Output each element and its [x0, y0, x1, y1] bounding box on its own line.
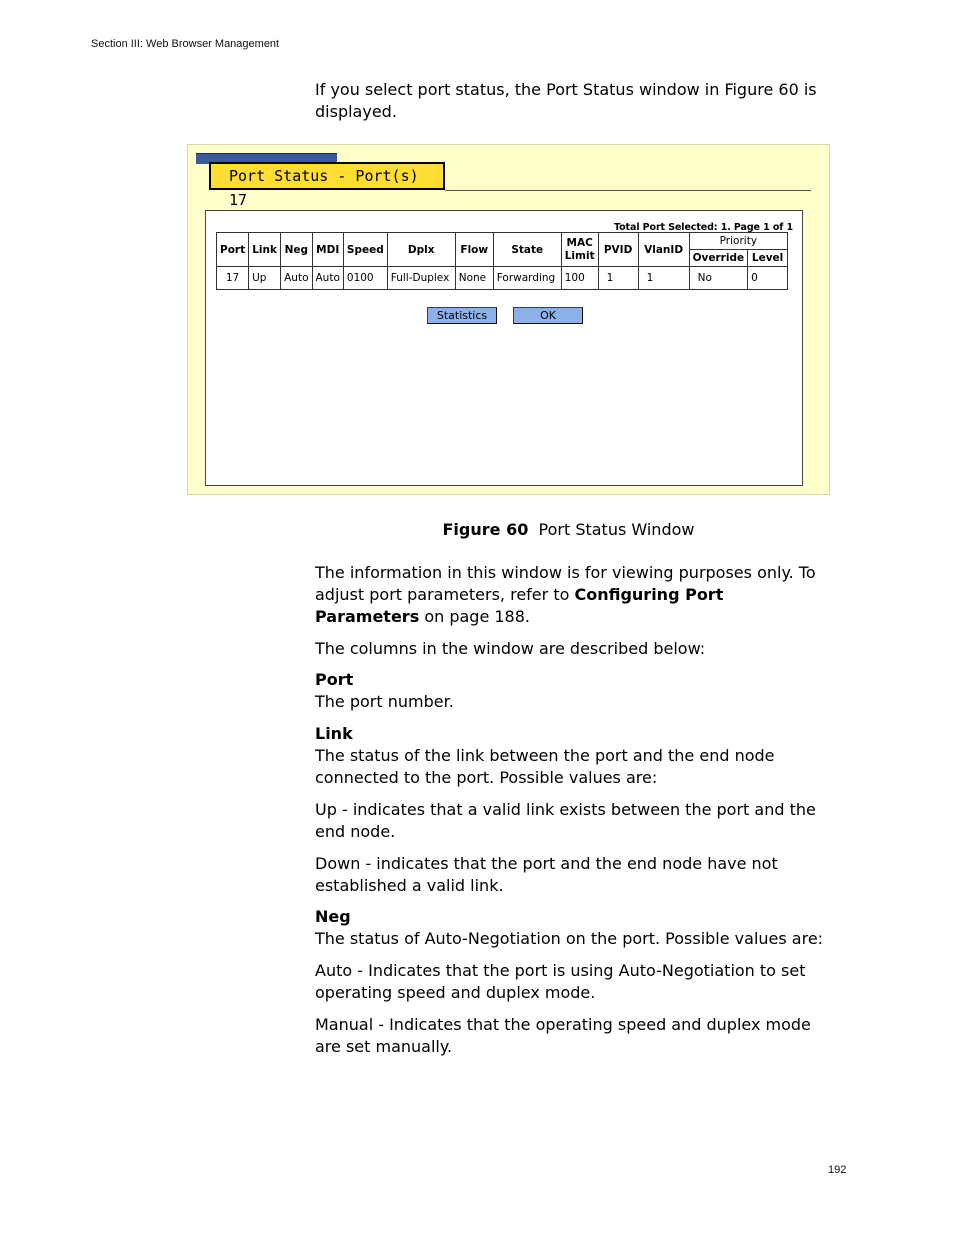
cell-mdi: Auto: [312, 267, 343, 290]
port-description: The port number.: [315, 692, 454, 711]
col-port: Port: [217, 233, 249, 267]
cell-pvid: 1: [598, 267, 638, 290]
neg-manual-value: Manual - Indicates that the operating speed and duplex mode are set manually.: [315, 1015, 811, 1056]
neg-auto-value: Auto - Indicates that the port is using Auto-Negotiation to set operating speed and duplex mode.: [315, 961, 806, 1002]
col-neg: Neg: [281, 233, 312, 267]
cell-mac-limit: 100: [561, 267, 598, 290]
cell-dplx: Full-Duplex: [387, 267, 455, 290]
cell-flow: None: [455, 267, 493, 290]
cell-speed: 0100: [343, 267, 387, 290]
figure-number: Figure 60: [442, 520, 529, 539]
info-text: The information in this window is for viewing purposes only. To adjust port parameters, refer to: [315, 563, 816, 604]
info-paragraph: [315, 562, 830, 628]
neg-description: The status of Auto-Negotiation on the port. Possible values are:: [315, 929, 824, 948]
figure-title: Port Status Window: [538, 520, 695, 539]
window-title: Port Status - Port(s) 17: [209, 162, 445, 190]
port-status-table: [216, 232, 788, 290]
col-flow: Flow: [455, 233, 493, 267]
columns-intro: The columns in the window are described below:: [315, 639, 706, 658]
port-status-window: [187, 144, 830, 495]
link-description: The status of the link between the port and the end node connected to the port. Possible values are:: [315, 746, 775, 787]
cell-neg: Auto: [281, 267, 312, 290]
title-divider: [445, 190, 811, 191]
selection-summary: Total Port Selected: 1. Page 1 of 1: [614, 222, 793, 233]
col-vlanid: VlanID: [638, 233, 689, 267]
running-header: Section III: Web Browser Management: [91, 38, 280, 50]
col-priority: Priority: [689, 233, 788, 250]
col-mdi: MDI: [312, 233, 343, 267]
table-header-row: [217, 233, 788, 250]
intro-paragraph: [315, 79, 830, 123]
info-text-end: on page 188.: [424, 607, 530, 626]
cell-state: Forwarding: [493, 267, 561, 290]
cell-level: 0: [748, 267, 788, 290]
cross-reference: Configuring Port Parameters: [315, 585, 724, 626]
table-row: [217, 267, 788, 290]
body-text: [315, 562, 830, 1058]
intro-text: If you select port status, the Port Status window in Figure 60 is displayed.: [315, 80, 817, 121]
status-panel: [205, 210, 803, 486]
statistics-button[interactable]: Statistics: [427, 307, 497, 324]
neg-heading: Neg: [315, 907, 351, 926]
col-speed: Speed: [343, 233, 387, 267]
ok-button[interactable]: OK: [513, 307, 583, 324]
col-link: Link: [249, 233, 281, 267]
cell-port: 17: [217, 267, 249, 290]
col-mac-limit: MAC Limit: [561, 233, 598, 267]
col-level: Level: [748, 250, 788, 267]
link-down-value: Down - indicates that the port and the end node have not established a valid link.: [315, 854, 778, 895]
link-heading: Link: [315, 724, 353, 743]
col-pvid: PVID: [598, 233, 638, 267]
col-dplx: Dplx: [387, 233, 455, 267]
col-override: Override: [689, 250, 748, 267]
cell-link: Up: [249, 267, 281, 290]
link-up-value: Up - indicates that a valid link exists between the port and the end node.: [315, 800, 816, 841]
page-number: 192: [828, 1164, 847, 1176]
cell-override: No: [689, 267, 748, 290]
cell-vlanid: 1: [638, 267, 689, 290]
figure-caption: [0, 520, 954, 539]
port-heading: Port: [315, 670, 354, 689]
col-state: State: [493, 233, 561, 267]
